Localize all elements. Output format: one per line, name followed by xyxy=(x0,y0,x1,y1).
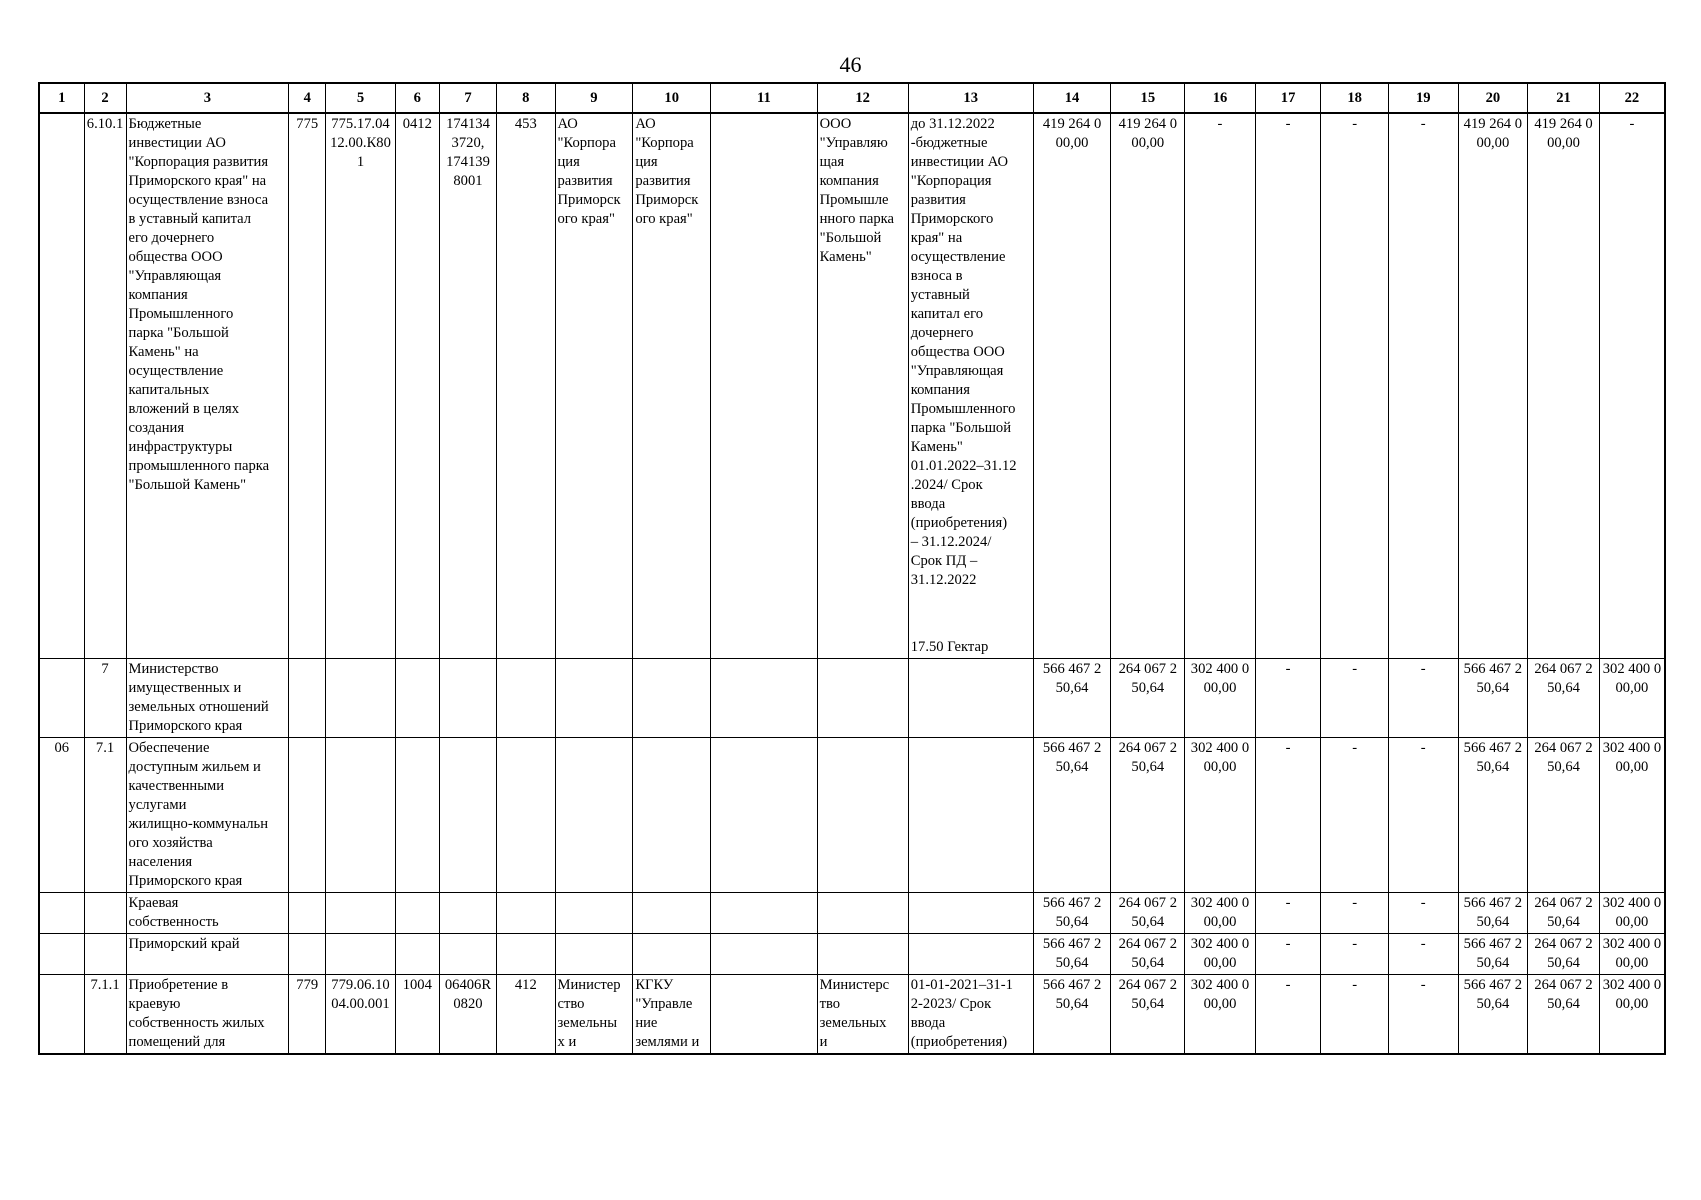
cell-col8 xyxy=(497,737,555,892)
cell-col17: - xyxy=(1255,737,1321,892)
cell-col18: - xyxy=(1321,658,1389,737)
header-cell: 4 xyxy=(289,83,326,113)
cell-col13 xyxy=(908,933,1033,974)
cell-col9 xyxy=(555,933,633,974)
cell-col19: - xyxy=(1388,737,1458,892)
cell-col11 xyxy=(711,113,817,658)
table-row-6-10-1 xyxy=(39,113,1665,658)
cell-col6: 0412 xyxy=(395,113,439,658)
cell-col10 xyxy=(633,933,711,974)
cell-col7 xyxy=(439,892,496,933)
cell-col6: 1004 xyxy=(395,974,439,1054)
cell-col11 xyxy=(711,974,817,1054)
cell-col1 xyxy=(39,974,84,1054)
cell-col11 xyxy=(711,658,817,737)
header-cell: 8 xyxy=(497,83,555,113)
cell-col17: - xyxy=(1255,933,1321,974)
cell-col8 xyxy=(497,658,555,737)
cell-col4: 775 xyxy=(289,113,326,658)
cell-col7: 174134 3720, 174139 8001 xyxy=(439,113,496,658)
cell-col4 xyxy=(289,933,326,974)
table-row-kraevaya-sobstvennost xyxy=(39,892,1665,933)
cell-col9 xyxy=(555,892,633,933)
cell-col20: 566 467 2 50,64 xyxy=(1458,737,1528,892)
cell-col10: КГКУ "Управле ние землями и xyxy=(633,974,711,1054)
cell-col7 xyxy=(439,933,496,974)
header-cell: 6 xyxy=(395,83,439,113)
cell-col2: 7.1 xyxy=(84,737,126,892)
cell-col6 xyxy=(395,933,439,974)
cell-col11 xyxy=(711,892,817,933)
cell-col6 xyxy=(395,892,439,933)
cell-col12 xyxy=(817,892,908,933)
cell-col8: 453 xyxy=(497,113,555,658)
cell-col13-text: до 31.12.2022 -бюджетные инвестиции АО "Корпорация развития Приморского края" на осуществление взноса в уставный капитал его дочернего общества ООО "Управляющая компания Промышленного парка "Большой Камень" 01.01.2022–31.12 .2024/ Срок ввода (приобретения) – 31.12.2024/ Срок ПД – 31.12.2022 xyxy=(910,116,1017,588)
cell-col13 xyxy=(908,892,1033,933)
cell-col18: - xyxy=(1321,892,1389,933)
cell-col5 xyxy=(326,933,396,974)
cell-col21: 264 067 2 50,64 xyxy=(1528,892,1600,933)
cell-col16: 302 400 0 00,00 xyxy=(1185,892,1256,933)
header-cell: 15 xyxy=(1111,83,1185,113)
cell-col20: 419 264 0 00,00 xyxy=(1458,113,1528,658)
cell-col4 xyxy=(289,737,326,892)
cell-col8: 412 xyxy=(497,974,555,1054)
cell-col19: - xyxy=(1388,933,1458,974)
cell-col22: 302 400 0 00,00 xyxy=(1599,737,1665,892)
cell-col17: - xyxy=(1255,113,1321,658)
cell-col18: - xyxy=(1321,933,1389,974)
cell-col16: 302 400 0 00,00 xyxy=(1185,974,1256,1054)
cell-col15: 419 264 0 00,00 xyxy=(1111,113,1185,658)
cell-col3: Краевая собственность xyxy=(126,892,289,933)
cell-col19: - xyxy=(1388,892,1458,933)
cell-col3: Приобретение в краевую собственность жилых помещений для xyxy=(126,974,289,1054)
cell-col3: Министерство имущественных и земельных отношений Приморского края xyxy=(126,658,289,737)
header-cell: 12 xyxy=(817,83,908,113)
header-cell: 19 xyxy=(1388,83,1458,113)
header-cell: 20 xyxy=(1458,83,1528,113)
cell-col13 xyxy=(908,658,1033,737)
cell-col12: ООО "Управляю щая компания Промышле нного парка "Большой Камень" xyxy=(817,113,908,658)
cell-col14: 566 467 2 50,64 xyxy=(1033,658,1111,737)
cell-col14: 566 467 2 50,64 xyxy=(1033,892,1111,933)
cell-col9: Министер ство земельны х и xyxy=(555,974,633,1054)
cell-col3: Обеспечение доступным жильем и качественными услугами жилищно-коммунальн ого хозяйства населения Приморского края xyxy=(126,737,289,892)
header-cell: 21 xyxy=(1528,83,1600,113)
table-row-primorsky-krai xyxy=(39,933,1665,974)
cell-col9 xyxy=(555,737,633,892)
cell-col2: 7 xyxy=(84,658,126,737)
header-cell: 11 xyxy=(711,83,817,113)
cell-col19: - xyxy=(1388,974,1458,1054)
cell-col17: - xyxy=(1255,974,1321,1054)
cell-col2 xyxy=(84,933,126,974)
cell-col5 xyxy=(326,737,396,892)
cell-col4 xyxy=(289,892,326,933)
cell-col14: 566 467 2 50,64 xyxy=(1033,933,1111,974)
cell-col18: - xyxy=(1321,974,1389,1054)
cell-col8 xyxy=(497,892,555,933)
cell-col22: 302 400 0 00,00 xyxy=(1599,658,1665,737)
cell-col15: 264 067 2 50,64 xyxy=(1111,933,1185,974)
cell-col9 xyxy=(555,658,633,737)
cell-col10 xyxy=(633,892,711,933)
cell-col19: - xyxy=(1388,113,1458,658)
cell-col1 xyxy=(39,892,84,933)
cell-col21: 264 067 2 50,64 xyxy=(1528,737,1600,892)
header-cell: 13 xyxy=(908,83,1033,113)
header-cell: 7 xyxy=(439,83,496,113)
cell-col5 xyxy=(326,658,396,737)
cell-col14: 419 264 0 00,00 xyxy=(1033,113,1111,658)
cell-col4 xyxy=(289,658,326,737)
cell-col10 xyxy=(633,737,711,892)
cell-col7 xyxy=(439,658,496,737)
header-cell: 16 xyxy=(1185,83,1256,113)
cell-col20: 566 467 2 50,64 xyxy=(1458,892,1528,933)
header-row xyxy=(39,83,1665,113)
table-row-7-1-1 xyxy=(39,974,1665,1054)
cell-col21: 264 067 2 50,64 xyxy=(1528,974,1600,1054)
cell-col11 xyxy=(711,737,817,892)
cell-col17: - xyxy=(1255,892,1321,933)
cell-col10: АО "Корпора ция развития Приморск ого края" xyxy=(633,113,711,658)
cell-col21: 264 067 2 50,64 xyxy=(1528,658,1600,737)
cell-col10 xyxy=(633,658,711,737)
header-cell: 5 xyxy=(326,83,396,113)
area-text: 17.50 Гектар xyxy=(910,638,989,655)
cell-col2 xyxy=(84,892,126,933)
header-cell: 14 xyxy=(1033,83,1111,113)
cell-col1 xyxy=(39,658,84,737)
header-cell: 22 xyxy=(1599,83,1665,113)
cell-col13 xyxy=(908,113,1033,658)
cell-col21: 264 067 2 50,64 xyxy=(1528,933,1600,974)
cell-col19: - xyxy=(1388,658,1458,737)
cell-col22: 302 400 0 00,00 xyxy=(1599,933,1665,974)
cell-col13 xyxy=(908,737,1033,892)
cell-col3: Приморский край xyxy=(126,933,289,974)
header-cell: 1 xyxy=(39,83,84,113)
table-row-7-1 xyxy=(39,737,1665,892)
header-cell: 9 xyxy=(555,83,633,113)
cell-col12: Министерс тво земельных и xyxy=(817,974,908,1054)
cell-col14: 566 467 2 50,64 xyxy=(1033,974,1111,1054)
cell-col7 xyxy=(439,737,496,892)
table-row-7 xyxy=(39,658,1665,737)
cell-col20: 566 467 2 50,64 xyxy=(1458,933,1528,974)
cell-col1: 06 xyxy=(39,737,84,892)
header-cell: 10 xyxy=(633,83,711,113)
cell-col9: АО "Корпора ция развития Приморск ого края" xyxy=(555,113,633,658)
cell-col7: 06406R 0820 xyxy=(439,974,496,1054)
header-cell: 3 xyxy=(126,83,289,113)
cell-col6 xyxy=(395,658,439,737)
cell-col6 xyxy=(395,737,439,892)
budget-table xyxy=(38,82,1666,1055)
cell-col2: 7.1.1 xyxy=(84,974,126,1054)
cell-col16: - xyxy=(1185,113,1256,658)
cell-col15: 264 067 2 50,64 xyxy=(1111,658,1185,737)
page-number: 46 xyxy=(839,52,862,77)
cell-col16: 302 400 0 00,00 xyxy=(1185,933,1256,974)
cell-col18: - xyxy=(1321,113,1389,658)
cell-col15: 264 067 2 50,64 xyxy=(1111,892,1185,933)
header-cell: 2 xyxy=(84,83,126,113)
header-cell: 18 xyxy=(1321,83,1389,113)
cell-col13: 01-01-2021–31-1 2-2023/ Срок ввода (приобретения) xyxy=(908,974,1033,1054)
cell-col8 xyxy=(497,933,555,974)
cell-col22: - xyxy=(1599,113,1665,658)
cell-col11 xyxy=(711,933,817,974)
cell-col12 xyxy=(817,737,908,892)
cell-col21: 419 264 0 00,00 xyxy=(1528,113,1600,658)
cell-col20: 566 467 2 50,64 xyxy=(1458,658,1528,737)
cell-col12 xyxy=(817,933,908,974)
cell-col22: 302 400 0 00,00 xyxy=(1599,892,1665,933)
cell-col5 xyxy=(326,892,396,933)
cell-col18: - xyxy=(1321,737,1389,892)
cell-col14: 566 467 2 50,64 xyxy=(1033,737,1111,892)
cell-col15: 264 067 2 50,64 xyxy=(1111,974,1185,1054)
header-cell: 17 xyxy=(1255,83,1321,113)
cell-col5: 779.06.10 04.00.001 xyxy=(326,974,396,1054)
cell-col2: 6.10.1 xyxy=(84,113,126,658)
cell-col12 xyxy=(817,658,908,737)
cell-col3: Бюджетные инвестиции АО "Корпорация развития Приморского края" на осуществление взноса в уставный капитал его дочернего общества ООО "Управляющая компания Промышленного парка "Большой Камень" на осуществление капитальных вложений в целях создания инфраструктуры промышленного парка "Большой Камень" xyxy=(126,113,289,658)
cell-col16: 302 400 0 00,00 xyxy=(1185,658,1256,737)
cell-col20: 566 467 2 50,64 xyxy=(1458,974,1528,1054)
cell-col17: - xyxy=(1255,658,1321,737)
cell-col1 xyxy=(39,933,84,974)
cell-col1 xyxy=(39,113,84,658)
cell-col5: 775.17.04 12.00.К80 1 xyxy=(326,113,396,658)
cell-col16: 302 400 0 00,00 xyxy=(1185,737,1256,892)
cell-col22: 302 400 0 00,00 xyxy=(1599,974,1665,1054)
cell-col15: 264 067 2 50,64 xyxy=(1111,737,1185,892)
cell-col4: 779 xyxy=(289,974,326,1054)
